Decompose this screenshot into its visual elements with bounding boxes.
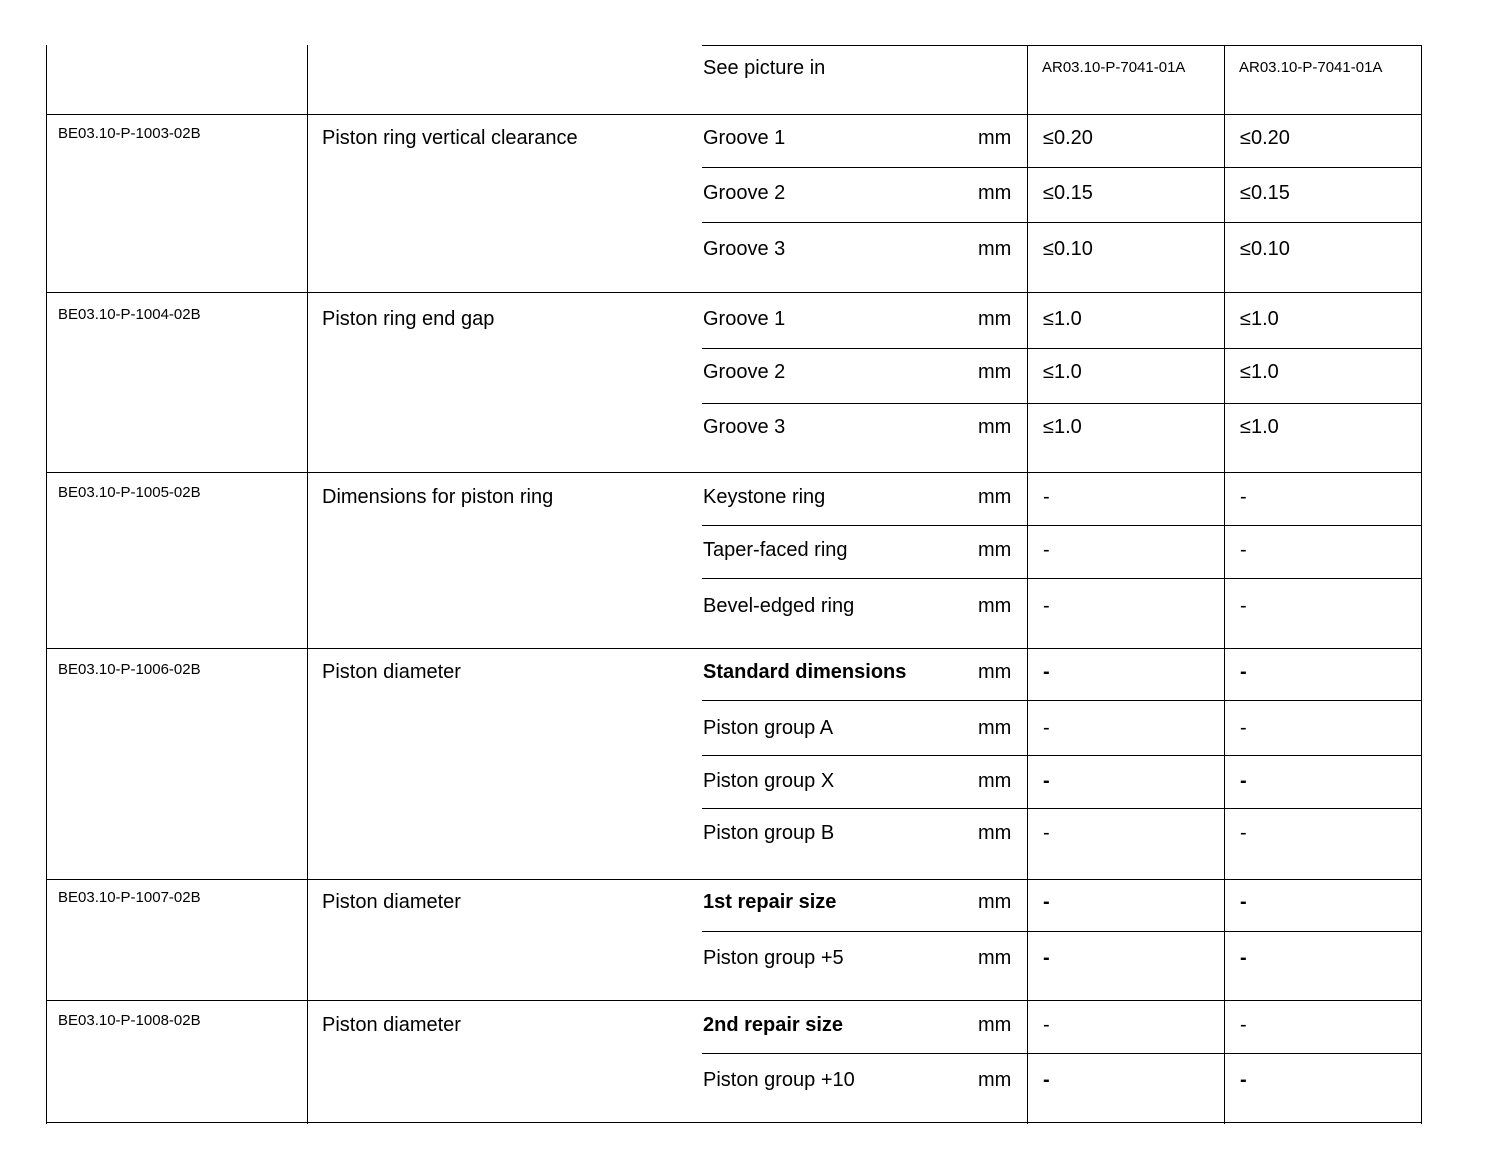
row-label: Groove 3 <box>703 238 786 260</box>
row-label: 2nd repair size <box>703 1014 844 1036</box>
row-value-col2: ≤0.15 <box>1240 182 1290 204</box>
section-description: Piston diameter <box>322 891 461 913</box>
section-separator <box>46 879 1422 880</box>
row-value-col1: ≤0.20 <box>1043 127 1093 149</box>
row-label: Piston group B <box>703 822 835 844</box>
row-value-col1: - <box>1043 717 1050 739</box>
row-value-col2: ≤0.10 <box>1240 238 1290 260</box>
row-value-col2: - <box>1240 486 1247 508</box>
row-unit: mm <box>978 238 1012 260</box>
row-value-col2: - <box>1240 770 1247 792</box>
row-unit: mm <box>978 822 1012 844</box>
row-label: Piston group A <box>703 717 834 739</box>
see-picture-label: See picture in <box>703 57 826 79</box>
row-label: Standard dimensions <box>703 661 907 683</box>
row-value-col1: - <box>1043 486 1050 508</box>
section-reference-link[interactable]: BE03.10-P-1005-02B <box>58 484 201 501</box>
row-value-col2: ≤0.20 <box>1240 127 1290 149</box>
row-label: Bevel-edged ring <box>703 595 855 617</box>
row-separator <box>702 700 1422 701</box>
row-value-col1: - <box>1043 661 1050 683</box>
row-value-col1: - <box>1043 822 1050 844</box>
row-separator <box>702 167 1422 168</box>
row-separator <box>702 931 1422 932</box>
column-divider-value1 <box>1027 45 1028 1124</box>
header-top-border <box>702 45 1422 46</box>
row-value-col1: - <box>1043 595 1050 617</box>
section-description: Piston ring end gap <box>322 308 495 330</box>
row-separator <box>702 222 1422 223</box>
row-value-col1: ≤1.0 <box>1043 361 1082 383</box>
row-separator <box>702 808 1422 809</box>
row-value-col2: - <box>1240 822 1247 844</box>
row-separator <box>702 755 1422 756</box>
row-value-col1: - <box>1043 891 1050 913</box>
section-separator <box>46 114 1422 115</box>
row-value-col1: - <box>1043 1069 1050 1091</box>
row-unit: mm <box>978 539 1012 561</box>
table-border-right <box>1421 45 1422 1124</box>
row-label: Piston group +10 <box>703 1069 855 1091</box>
section-separator <box>46 292 1422 293</box>
row-unit: mm <box>978 595 1012 617</box>
row-value-col2: ≤1.0 <box>1240 416 1279 438</box>
row-value-col2: - <box>1240 1014 1247 1036</box>
row-value-col2: - <box>1240 661 1247 683</box>
section-reference-link[interactable]: BE03.10-P-1003-02B <box>58 125 201 142</box>
picture-reference-col1[interactable]: AR03.10-P-7041-01A <box>1042 59 1186 76</box>
row-unit: mm <box>978 361 1012 383</box>
section-separator <box>46 648 1422 649</box>
row-value-col1: - <box>1043 770 1050 792</box>
row-value-col2: ≤1.0 <box>1240 308 1279 330</box>
row-separator <box>702 525 1422 526</box>
row-value-col1: ≤0.10 <box>1043 238 1093 260</box>
row-separator <box>702 403 1422 404</box>
section-reference-link[interactable]: BE03.10-P-1007-02B <box>58 889 201 906</box>
row-unit: mm <box>978 947 1012 969</box>
row-label: Keystone ring <box>703 486 826 508</box>
picture-reference-col2[interactable]: AR03.10-P-7041-01A <box>1239 59 1383 76</box>
row-value-col2: - <box>1240 1069 1247 1091</box>
row-value-col1: - <box>1043 947 1050 969</box>
row-value-col2: ≤1.0 <box>1240 361 1279 383</box>
row-unit: mm <box>978 486 1012 508</box>
section-reference-link[interactable]: BE03.10-P-1008-02B <box>58 1012 201 1029</box>
row-unit: mm <box>978 182 1012 204</box>
section-description: Piston ring vertical clearance <box>322 127 578 149</box>
row-value-col1: ≤1.0 <box>1043 308 1082 330</box>
row-value-col2: - <box>1240 717 1247 739</box>
row-label: Groove 2 <box>703 361 786 383</box>
row-unit: mm <box>978 127 1012 149</box>
row-unit: mm <box>978 1069 1012 1091</box>
row-label: Groove 1 <box>703 127 786 149</box>
table-border-left <box>46 45 47 1124</box>
row-unit: mm <box>978 717 1012 739</box>
row-label: Taper-faced ring <box>703 539 848 561</box>
row-label: Groove 3 <box>703 416 786 438</box>
row-unit: mm <box>978 770 1012 792</box>
row-label: Groove 1 <box>703 308 786 330</box>
row-unit: mm <box>978 1014 1012 1036</box>
table-border-bottom <box>46 1122 1422 1123</box>
row-unit: mm <box>978 308 1012 330</box>
section-description: Dimensions for piston ring <box>322 486 554 508</box>
column-divider-ref <box>307 45 308 1124</box>
row-separator <box>702 578 1422 579</box>
section-separator <box>46 1000 1422 1001</box>
section-description: Piston diameter <box>322 661 461 683</box>
row-unit: mm <box>978 891 1012 913</box>
row-unit: mm <box>978 416 1012 438</box>
row-value-col1: ≤1.0 <box>1043 416 1082 438</box>
column-divider-value2 <box>1224 45 1225 1124</box>
row-label: Piston group +5 <box>703 947 844 969</box>
row-value-col2: - <box>1240 539 1247 561</box>
row-value-col1: - <box>1043 1014 1050 1036</box>
row-value-col2: - <box>1240 891 1247 913</box>
section-reference-link[interactable]: BE03.10-P-1006-02B <box>58 661 201 678</box>
row-value-col2: - <box>1240 947 1247 969</box>
row-unit: mm <box>978 661 1012 683</box>
row-label: Piston group X <box>703 770 835 792</box>
row-separator <box>702 1053 1422 1054</box>
row-label: Groove 2 <box>703 182 786 204</box>
section-reference-link[interactable]: BE03.10-P-1004-02B <box>58 306 201 323</box>
row-value-col1: - <box>1043 539 1050 561</box>
row-value-col1: ≤0.15 <box>1043 182 1093 204</box>
section-description: Piston diameter <box>322 1014 461 1036</box>
row-separator <box>702 348 1422 349</box>
row-value-col2: - <box>1240 595 1247 617</box>
section-separator <box>46 472 1422 473</box>
row-label: 1st repair size <box>703 891 837 913</box>
